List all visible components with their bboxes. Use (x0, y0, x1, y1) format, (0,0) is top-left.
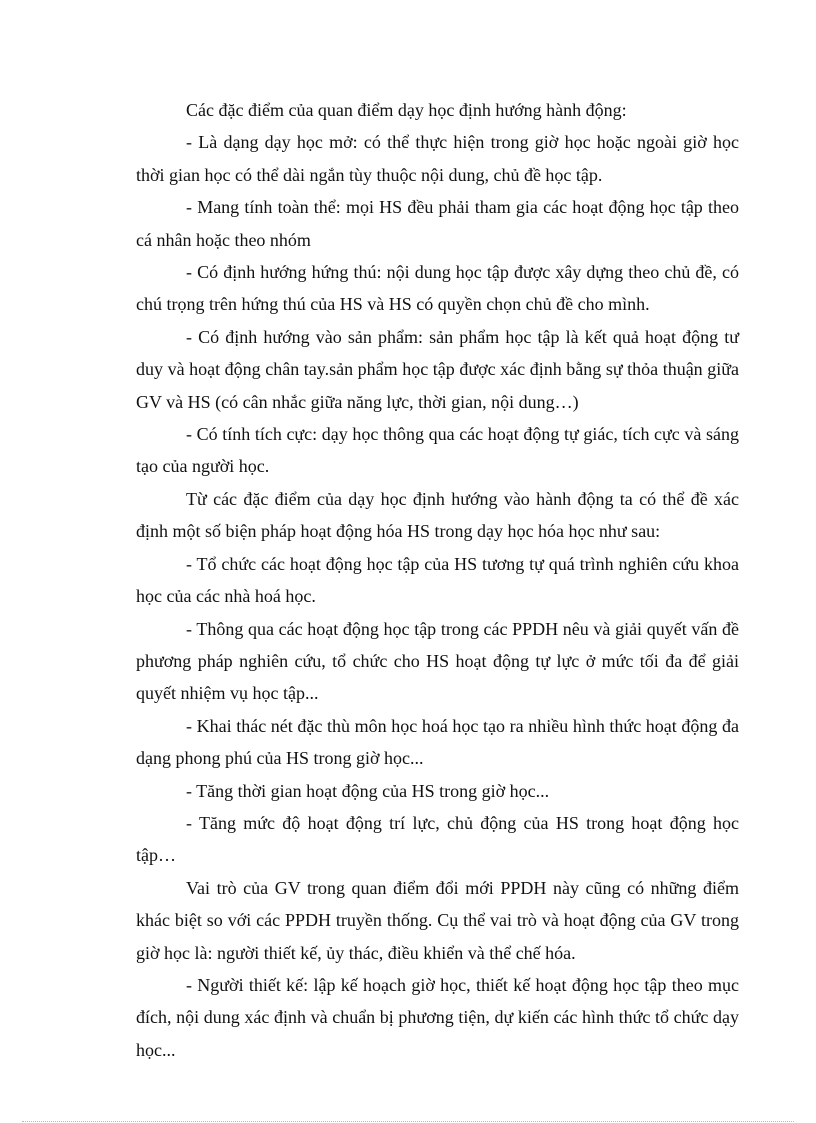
paragraph-holistic: - Mang tính toàn thể: mọi HS đều phải tham gia các hoạt động học tập theo cá nhân hoặc theo nhóm (136, 197, 739, 250)
paragraph-interest-oriented: - Có định hướng hứng thú: nội dung học tập được xây dựng theo chủ đề, có chú trọng trên hứng thú của HS và HS có quyền chọn chủ đề cho mình. (136, 262, 739, 315)
paragraph-measure-diverse-forms: - Khai thác nét đặc thù môn học hoá học tạo ra nhiều hình thức hoạt động đa dạng phong phú của HS trong giờ học... (136, 715, 739, 769)
paragraph-measure-time: - Tăng thời gian hoạt động của HS trong giờ học... (186, 780, 550, 801)
paragraph-heading: Các đặc điểm của quan điểm dạy học định hướng hành động: (186, 100, 627, 120)
paragraph-measure-intellect: - Tăng mức độ hoạt động trí lực, chủ động của HS trong hoạt động học tập… (136, 812, 739, 866)
paragraph-teacher-role: Vai trò của GV trong quan điểm đổi mới PPDH này cũng có những điểm khác biệt so với các PPDH truyền thống. Cụ thể vai trò và hoạt động của GV trong giờ học là: người thiết kế, ủy thác, điều khiển và thể chế hóa. (136, 877, 739, 963)
paragraph-measure-problem-solving: - Thông qua các hoạt động học tập trong các PPDH nêu và giải quyết vấn đề phương pháp nghiên cứu, tổ chức cho HS hoạt động tự lực ở mức tối đa để giải quyết nhiệm vụ học tập... (136, 618, 739, 704)
paragraph-active: - Có tính tích cực: dạy học thông qua các hoạt động tự giác, tích cực và sáng tạo của người học. (136, 424, 739, 477)
paragraph-measure-research: - Tổ chức các hoạt động học tập của HS tương tự quá trình nghiên cứu khoa học của các nhà hoá học. (136, 553, 739, 607)
document-body (136, 94, 739, 1066)
paragraph-designer-role: - Người thiết kế: lập kế hoạch giờ học, thiết kế hoạt động học tập theo mục đích, nội dung xác định và chuẩn bị phương tiện, dự kiến các hình thức tổ chức dạy học... (136, 974, 739, 1060)
paragraph-open-learning: - Là dạng dạy học mở: có thể thực hiện trong giờ học hoặc ngoài giờ học thời gian học có thể dài ngắn tùy thuộc nội dung, chủ đề học tập. (136, 132, 739, 185)
paragraph-product-oriented: - Có định hướng vào sản phẩm: sản phẩm học tập là kết quả hoạt động tư duy và hoạt động chân tay.sản phẩm học tập được xác định bằng sự thỏa thuận giữa GV và HS (có cân nhắc giữa năng lực, thời gian, nội dung…) (136, 326, 739, 412)
footer-dotted-rule (22, 1121, 794, 1122)
paragraph-measures-intro: Từ các đặc điểm của dạy học định hướng vào hành động ta có thể đề xác định một số biện pháp hoạt động hóa HS trong dạy học hóa học như sau: (136, 488, 739, 542)
